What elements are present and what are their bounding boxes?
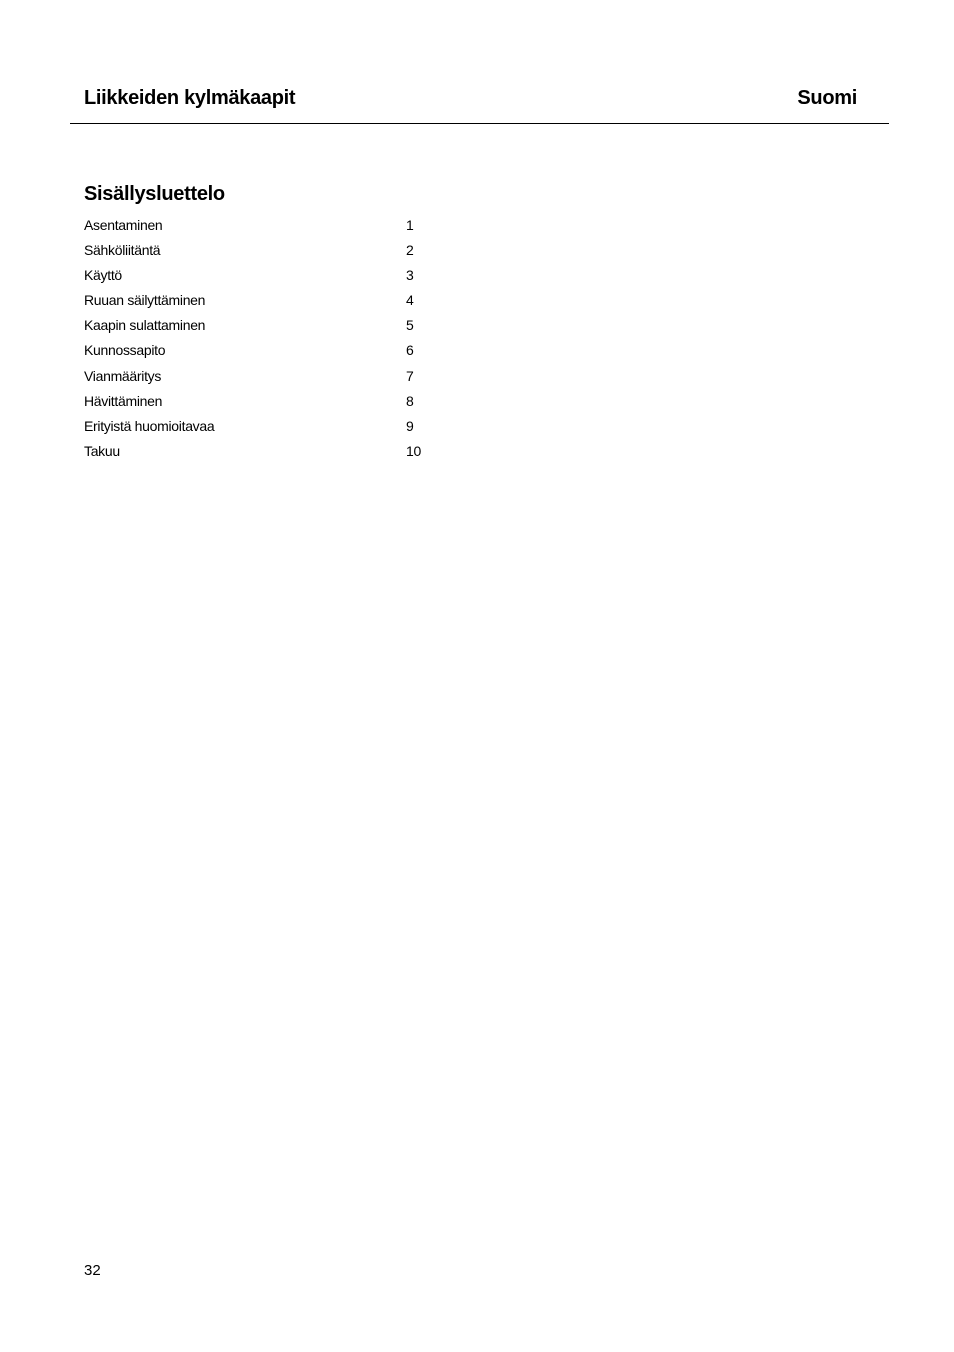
toc-entry-label: Sähköliitäntä	[84, 242, 161, 259]
document-title: Liikkeiden kylmäkaapit	[84, 87, 296, 109]
toc-entry-label: Takuu	[84, 442, 120, 459]
toc-entry	[84, 441, 484, 466]
toc-entry	[84, 215, 484, 240]
toc-entry-page: 5	[406, 317, 414, 334]
toc-entry-page: 6	[406, 342, 414, 359]
toc-entry	[84, 240, 484, 265]
toc-entry-label: Erityistä huomioitavaa	[84, 417, 215, 434]
page-number: 32	[84, 1262, 101, 1279]
toc-entry-page: 9	[406, 417, 414, 434]
toc-entry-label: Hävittäminen	[84, 392, 163, 409]
toc-entry	[84, 366, 484, 391]
toc-entry-label: Ruuan säilyttäminen	[84, 292, 206, 309]
toc-entry-page: 4	[406, 292, 414, 309]
toc-heading: Sisällysluettelo	[84, 183, 225, 205]
toc-entry-page: 7	[406, 367, 414, 384]
toc-entry-label: Käyttö	[84, 267, 122, 284]
header-divider	[70, 123, 889, 124]
toc-entry-page: 10	[406, 442, 421, 459]
toc-entry	[84, 315, 484, 340]
toc-entry-label: Kaapin sulattaminen	[84, 317, 206, 334]
toc-entry-page: 2	[406, 242, 414, 259]
toc-entry-label: Asentaminen	[84, 217, 163, 233]
toc-entry	[84, 265, 484, 290]
toc-list	[84, 215, 484, 466]
toc-entry-label: Vianmääritys	[84, 367, 162, 384]
toc-entry	[84, 290, 484, 315]
toc-entry	[84, 416, 484, 441]
toc-entry	[84, 340, 484, 365]
toc-entry-page: 3	[406, 267, 414, 284]
toc-entry-label: Kunnossapito	[84, 342, 166, 359]
language-label: Suomi	[797, 87, 857, 109]
toc-entry-page: 8	[406, 392, 414, 409]
toc-entry	[84, 391, 484, 416]
toc-entry-page: 1	[406, 217, 414, 233]
